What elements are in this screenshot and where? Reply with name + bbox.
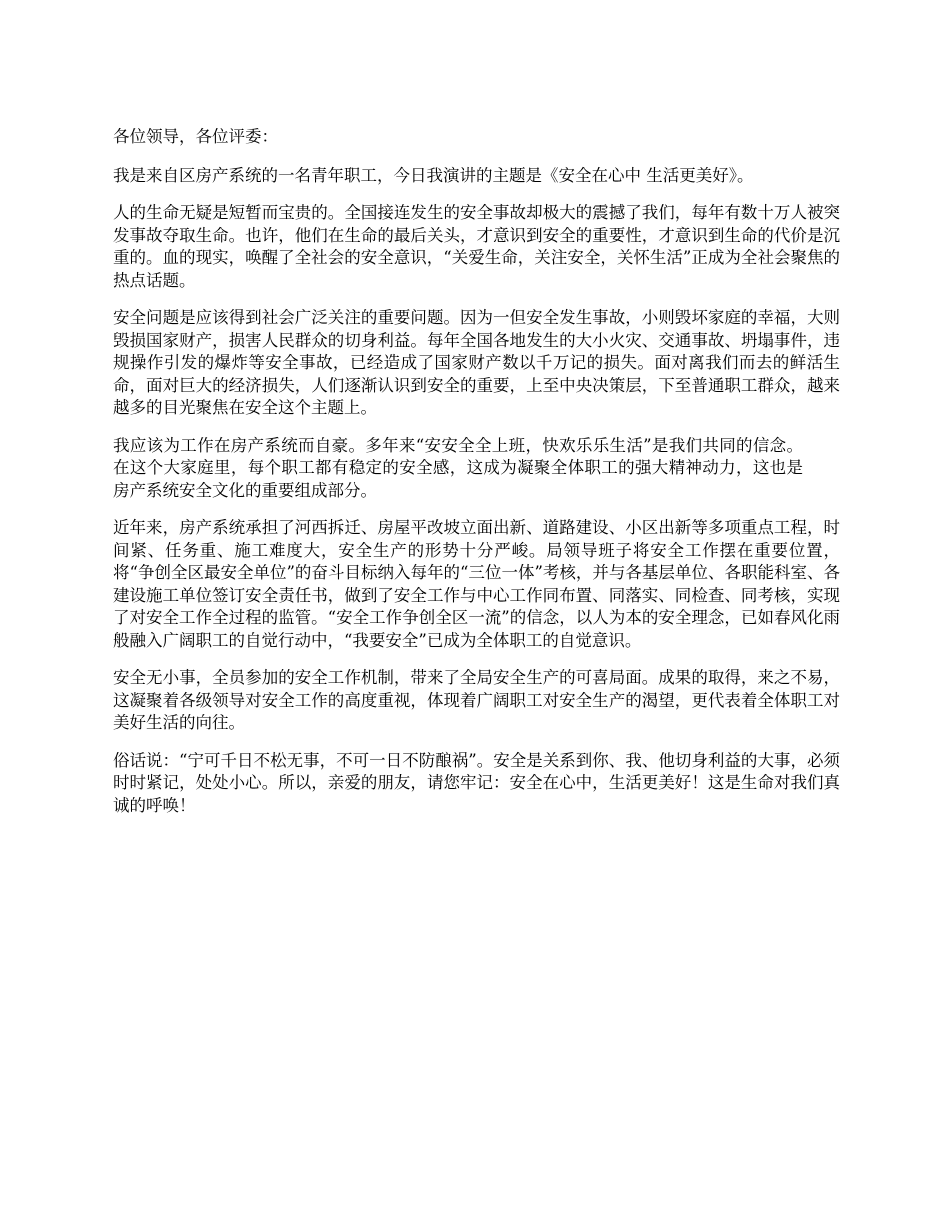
introduction-paragraph: 我是来自区房产系统的一名青年职工，今日我演讲的主题是《安全在心中 生活更美好》。 xyxy=(113,165,754,185)
body-paragraph-life: 人的生命无疑是短暂而宝贵的。全国接连发生的安全事故却极大的震撼了我们，每年有数十万人被突发事故夺取生命。也许，他们在生命的最后关头，才意识到安全的重要性，才意识到生命的代价是沉重的。血的现实，唤醒了全社会的安全意识，“关爱生命，关注安全，关怀生活”正成为全社会聚焦的热点话题。 xyxy=(113,203,840,290)
document-body xyxy=(113,126,840,832)
greeting-paragraph: 各位领导，各位评委： xyxy=(113,127,278,146)
closing-paragraph: 俗话说：“宁可千日不松无事，不可一日不防酿祸”。安全是关系到你、我、他切身利益的大事，必须时时紧记，处处小心。所以，亲爱的朋友，请您牢记：安全在心中，生活更美好！这是生命对我们真诚的呼唤！ xyxy=(113,750,840,815)
body-paragraph-recent-years: 近年来，房产系统承担了河西拆迁、房屋平改坡立面出新、道路建设、小区出新等多项重点工程，时间紧、任务重、施工难度大，安全生产的形势十分严峻。局领导班子将安全工作摆在重要位置，将“争创全区最安全单位”的奋斗目标纳入每年的“三位一体”考核，并与各基层单位、各职能科室、各建设施工单位签订安全责任书，做到了安全工作与中心工作同布置、同落实、同检查、同考核，实现了对安全工作全过程的监管。“安全工作争创全区一流”的信念，以人为本的安全理念，已如春风化雨般融入广阔职工的自觉行动中，“我要安全”已成为全体职工的自觉意识。 xyxy=(113,518,840,650)
body-paragraph-no-small-matter: 安全无小事，全员参加的安全工作机制，带来了全局安全生产的可喜局面。成果的取得，来之不易，这凝聚着各级领导对安全工作的高度重视，体现着广阔职工对安全生产的渴望，更代表着全体职工对美好生活的向往。 xyxy=(113,668,840,732)
body-paragraph-pride: 我应该为工作在房产系统而自豪。多年来“安安全全上班，快欢乐乐生活”是我们共同的信念。在这个大家庭里，每个职工都有稳定的安全感，这成为凝聚全体职工的强大精神动力，这也是房产系统安全文化的重要组成部分。 xyxy=(113,435,803,500)
body-paragraph-safety-issue: 安全问题是应该得到社会广泛关注的重要问题。因为一但安全发生事故，小则毁坏家庭的幸福，大则毁损国家财产，损害人民群众的切身利益。每年全国各地发生的大小火灾、交通事故、坍塌事件，违规操作引发的爆炸等安全事故，已经造成了国家财产数以千万记的损失。面对离我们而去的鲜活生命，面对巨大的经济损失，人们逐渐认识到安全的重要，上至中央决策层，下至普通职工群众，越来越多的目光聚焦在安全这个主题上。 xyxy=(113,308,840,417)
